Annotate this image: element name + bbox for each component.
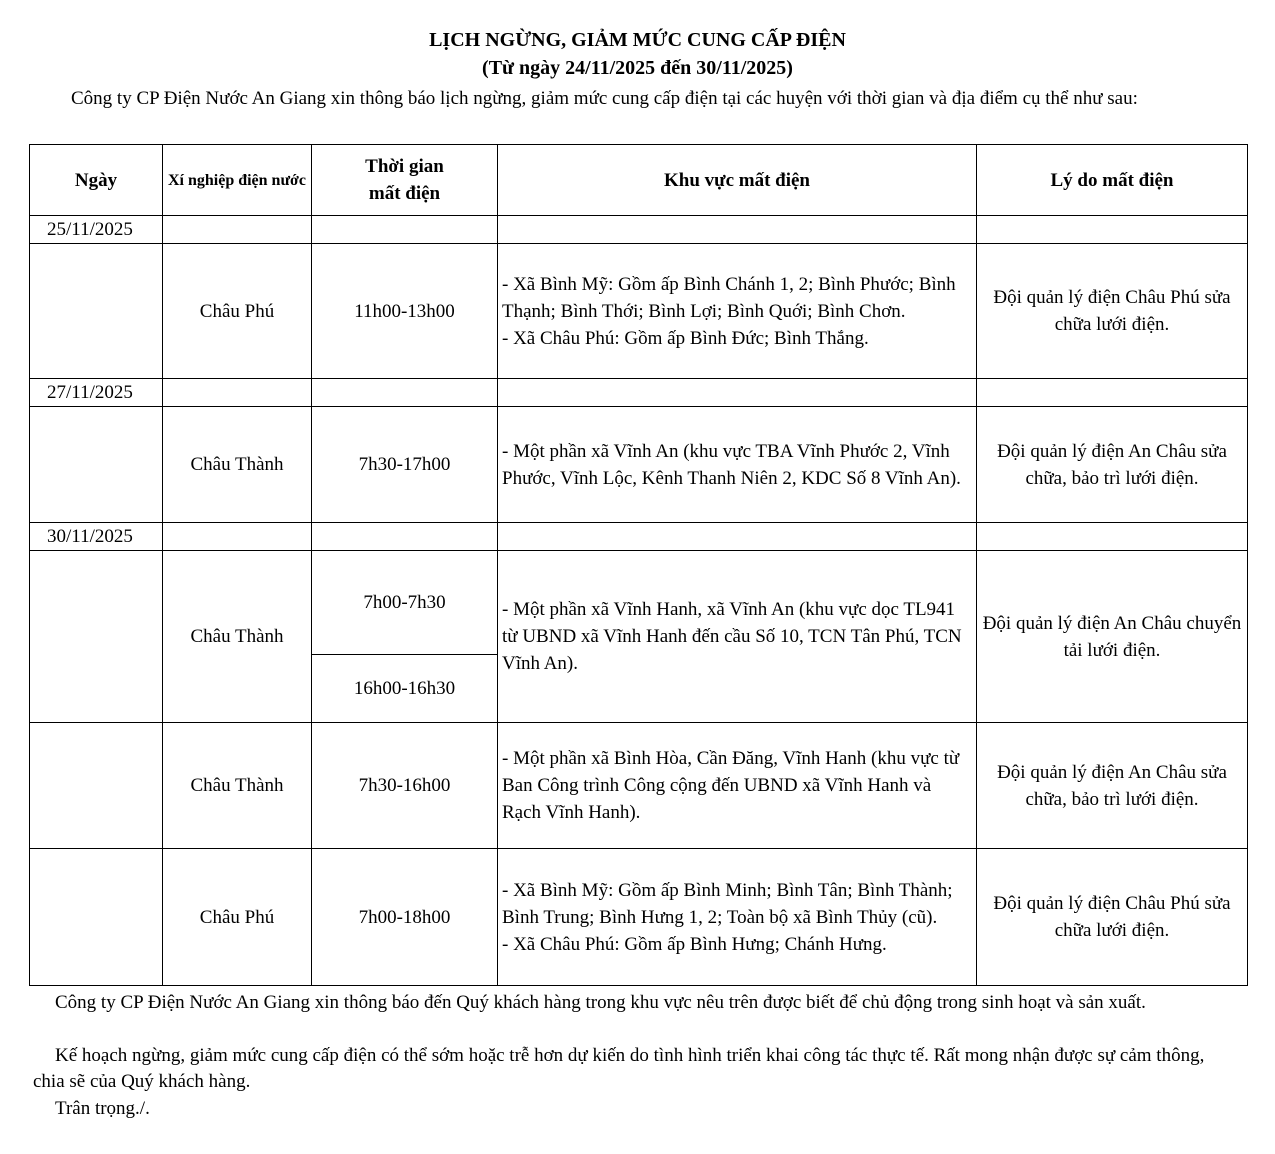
area-line: - Một phần xã Vĩnh Hanh, xã Vĩnh An (khu vực dọc TL941 từ UBND xã Vĩnh Hanh đến cầu Số 10, TCN Tân Phú, TCN Vĩnh An).: [502, 599, 962, 674]
area-cell: [498, 849, 977, 986]
area-line: - Một phần xã Bình Hòa, Cần Đăng, Vĩnh Hanh (khu vực từ Ban Công trình Công cộng đến UBND xã Vĩnh Hanh và Rạch Vĩnh Hanh).: [502, 748, 960, 823]
header-time-line2: mất điện: [368, 183, 441, 204]
time-cell: 7h00-18h00: [312, 849, 498, 986]
header-area: Khu vực mất điện: [498, 145, 977, 216]
unit-cell: Châu Thành: [163, 723, 312, 849]
reason-cell: Đội quản lý điện An Châu chuyển tải lưới điện.: [977, 551, 1248, 723]
reason-cell: Đội quản lý điện An Châu sửa chữa, bảo trì lưới điện.: [977, 723, 1248, 849]
time-cell: 7h30-16h00: [312, 723, 498, 849]
footer-closing: Trân trọng./.: [55, 1098, 150, 1119]
date-cell: 30/11/2025: [30, 523, 163, 551]
area-cell: [498, 407, 977, 523]
table-row: [30, 244, 1248, 379]
date-cell: 25/11/2025: [30, 216, 163, 244]
footer-plan: Kế hoạch ngừng, giảm mức cung cấp điện có thể sớm hoặc trễ hơn dự kiến do tình hình triển khai công tác thực tế. Rất mong nhận được sự cảm thông, chia sẽ của Quý khách hàng.: [33, 1045, 1205, 1092]
unit-cell: Châu Phú: [163, 244, 312, 379]
outage-schedule-table: [29, 144, 1248, 986]
date-row: [30, 523, 1248, 551]
intro-paragraph: Công ty CP Điện Nước An Giang xin thông báo lịch ngừng, giảm mức cung cấp điện tại các huyện với thời gian và địa điểm cụ thể như sau:: [71, 88, 1138, 109]
table-header-row: [30, 145, 1248, 216]
table-row: [30, 407, 1248, 523]
time-cell: 11h00-13h00: [312, 244, 498, 379]
header-date: Ngày: [30, 145, 163, 216]
area-cell: [498, 723, 977, 849]
table-row: [30, 723, 1248, 849]
header-unit: Xí nghiệp điện nước: [163, 145, 312, 216]
reason-cell: Đội quản lý điện Châu Phú sửa chữa lưới điện.: [977, 849, 1248, 986]
footer-notice: Công ty CP Điện Nước An Giang xin thông báo đến Quý khách hàng trong khu vực nêu trên được biết để chủ động trong sinh hoạt và sản xuất.: [55, 992, 1146, 1013]
table-row: [30, 849, 1248, 986]
reason-cell: Đội quản lý điện Châu Phú sửa chữa lưới điện.: [977, 244, 1248, 379]
area-cell: [498, 244, 977, 379]
area-cell: [498, 551, 977, 723]
reason-cell: Đội quản lý điện An Châu sửa chữa, bảo trì lưới điện.: [977, 407, 1248, 523]
table-row: [30, 551, 1248, 655]
header-time: [312, 145, 498, 216]
time-cell: 7h30-17h00: [312, 407, 498, 523]
header-reason: Lý do mất điện: [977, 145, 1248, 216]
date-row: [30, 216, 1248, 244]
header-time-line1: Thời gian: [365, 156, 444, 177]
unit-cell: Châu Thành: [163, 551, 312, 723]
date-row: [30, 379, 1248, 407]
area-line: - Xã Châu Phú: Gồm ấp Bình Hưng; Chánh Hưng.: [502, 933, 887, 955]
time-cell: 7h00-7h30: [312, 551, 498, 655]
time-cell: 16h00-16h30: [312, 655, 498, 723]
area-line: - Xã Châu Phú: Gồm ấp Bình Đức; Bình Thắng.: [502, 327, 869, 349]
area-line: - Xã Bình Mỹ: Gồm ấp Bình Minh; Bình Tân; Bình Thành; Bình Trung; Bình Hưng 1, 2; Toàn bộ xã Bình Thủy (cũ).: [502, 879, 953, 928]
date-cell: 27/11/2025: [30, 379, 163, 407]
unit-cell: Châu Phú: [163, 849, 312, 986]
area-line: - Một phần xã Vĩnh An (khu vực TBA Vĩnh Phước 2, Vĩnh Phước, Vĩnh Lộc, Kênh Thanh Niên 2, KDC Số 8 Vĩnh An).: [502, 440, 961, 489]
document-title: LỊCH NGỪNG, GIẢM MỨC CUNG CẤP ĐIỆN: [429, 29, 846, 51]
unit-cell: Châu Thành: [163, 407, 312, 523]
document-subtitle: (Từ ngày 24/11/2025 đến 30/11/2025): [482, 57, 793, 79]
area-line: - Xã Bình Mỹ: Gồm ấp Bình Chánh 1, 2; Bình Phước; Bình Thạnh; Bình Thới; Bình Lợi; Bình Quới; Bình Chơn.: [502, 273, 956, 322]
